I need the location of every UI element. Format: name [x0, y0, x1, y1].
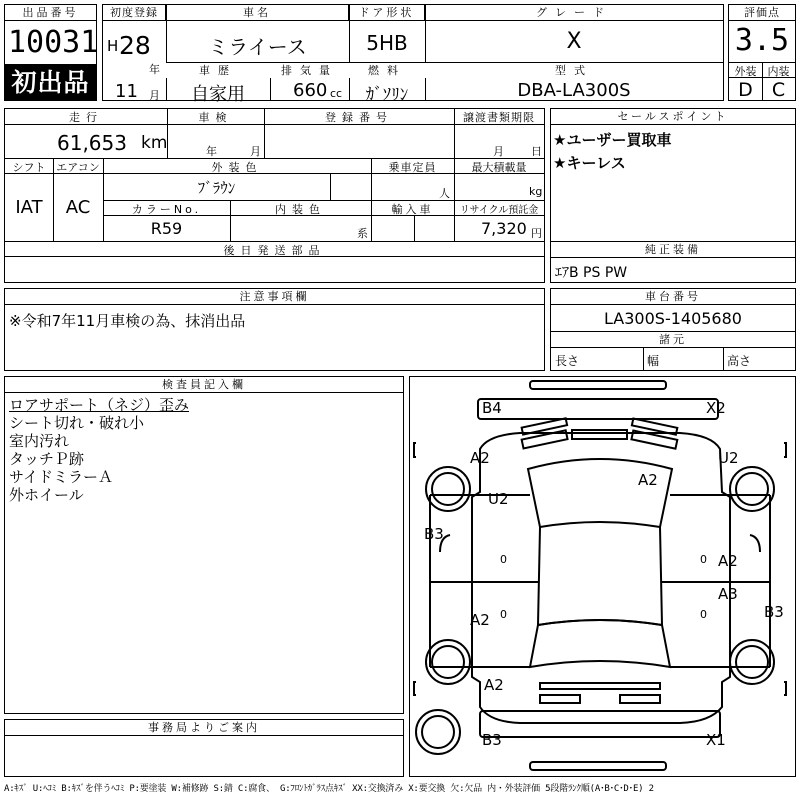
- details-table: [4, 108, 545, 283]
- era: H: [107, 37, 119, 55]
- car-name: ミライース: [208, 35, 307, 59]
- recycle-fee: 7,320: [481, 219, 527, 238]
- ac-label: エアコン: [56, 161, 100, 174]
- grade: X: [566, 29, 582, 54]
- recycle-unit: 円: [531, 227, 542, 240]
- mark-a2-rear-left: A2: [484, 676, 504, 694]
- mark-a2-right-door: A2: [718, 552, 738, 570]
- capacity-unit: 人: [439, 187, 450, 200]
- reg-year: 28: [119, 31, 151, 60]
- reg-label: 初度登録: [103, 5, 166, 21]
- sales-points-label: セールスポイント: [551, 109, 795, 125]
- exterior-grade: D: [738, 79, 753, 101]
- recycle-label: リサイクル預託金: [459, 205, 539, 216]
- mark-a3-right: A3: [718, 585, 738, 603]
- transfer-month-unit: 月: [493, 145, 504, 158]
- interior-color-unit: 系: [357, 227, 368, 240]
- inspector-item-5: サイドミラーＡ: [9, 468, 113, 486]
- height-label: 高さ: [727, 354, 752, 368]
- body-color: ﾌﾞﾗｳﾝ: [197, 179, 236, 197]
- equipment-value: ｴｱB PS PW: [555, 265, 628, 281]
- model-code: DBA-LA300S: [517, 80, 631, 101]
- mark-a2-left-door: A2: [470, 611, 490, 629]
- reg-month: 11: [115, 81, 138, 102]
- sales-point-1: ★ユーザー買取車: [553, 131, 672, 149]
- equipment-label: 純正装備: [551, 242, 795, 258]
- year-unit: 年: [149, 63, 160, 76]
- color-label: 外装色: [211, 161, 263, 174]
- mark-x1: X1: [706, 731, 726, 749]
- office-box: [4, 719, 404, 777]
- length-label: 長さ: [555, 354, 580, 368]
- mileage-label: 走行: [69, 111, 103, 124]
- svg-text:0: 0: [700, 553, 707, 566]
- legend-text: A:ｷｽﾞ U:ﾍｺﾐ B:ｷｽﾞを伴うﾍｺﾐ P:要塗装 W:補修跡 S:錆 C:腐食、 G:ﾌﾛﾝﾄｶﾞﾗｽ点ｷｽﾞ XX:交換済み X:要交換 欠:欠品 内・外装評価 5段階ﾗﾝｸ順(A･B･C･D･E) 2: [4, 784, 654, 794]
- notes-box: [4, 288, 545, 371]
- displacement: 660: [293, 80, 328, 101]
- shift-label: シフト: [12, 161, 46, 174]
- displacement-label: 排気量: [270, 63, 349, 78]
- dims-label: 諸元: [551, 332, 795, 348]
- transfer-label: 譲渡書類期限: [463, 111, 535, 124]
- mark-u2-front-right: U2: [718, 449, 739, 467]
- later-parts-label: 後日発送部品: [223, 244, 326, 257]
- car-diagram: [409, 376, 796, 777]
- mark-a2-front-left: A2: [470, 449, 490, 467]
- mark-b3-rear: B3: [482, 731, 502, 749]
- mark-x2: X2: [706, 399, 726, 417]
- import-label: 輸入車: [391, 203, 434, 216]
- month-unit: 月: [149, 89, 160, 102]
- color-no-label: カラーNo.: [131, 203, 202, 216]
- model-label: 型式: [425, 63, 723, 78]
- exterior-label: 外装: [734, 65, 757, 78]
- load-unit: kg: [529, 185, 543, 198]
- sales-point-2: ★キーレス: [553, 154, 626, 172]
- inspector-box: [4, 376, 404, 714]
- first-listing-text: 初出品: [11, 68, 90, 97]
- score-label: 評価点: [729, 5, 795, 21]
- car-name-label: 車名: [166, 5, 349, 21]
- chassis-number: LA300S-1405680: [604, 309, 742, 328]
- mark-a2-hood: A2: [638, 471, 658, 489]
- interior-grade: C: [771, 79, 786, 101]
- svg-text:0: 0: [500, 553, 507, 566]
- chassis-box: [550, 288, 796, 371]
- inspection-year-unit: 年: [206, 145, 217, 158]
- capacity-label: 乗車定員: [388, 161, 437, 174]
- fuel: ｶﾞｿﾘﾝ: [365, 85, 409, 105]
- load-label: 最大積載量: [471, 161, 527, 174]
- notes-text: ※令和7年11月車検の為、抹消出品: [9, 312, 246, 330]
- interior-label: 内装: [767, 65, 790, 78]
- sales-points-box: [550, 108, 796, 283]
- spec-header: [102, 4, 724, 105]
- mark-b3-left: B3: [424, 525, 444, 543]
- door-type: 5HB: [366, 31, 408, 55]
- inspector-label: 検査員記入欄: [5, 377, 403, 393]
- first-listing-badge: [4, 64, 97, 101]
- svg-text:0: 0: [500, 608, 507, 621]
- inspection-label: 車検: [198, 111, 233, 124]
- grade-label: グレード: [425, 5, 723, 21]
- ac-value: AC: [65, 197, 91, 218]
- displacement-unit: cc: [330, 87, 343, 100]
- score: 3.5: [734, 23, 790, 58]
- mark-u2-left: U2: [488, 490, 509, 508]
- inspector-item-6: 外ホイール: [9, 486, 84, 504]
- svg-text:0: 0: [700, 608, 707, 621]
- inspector-item-4: タッチＰ跡: [9, 450, 85, 468]
- inspector-item-3: 室内汚れ: [9, 432, 70, 450]
- history: 自家用: [191, 84, 245, 105]
- mark-b3-right: B3: [764, 603, 784, 621]
- fuel-label: 燃料: [349, 63, 425, 78]
- notes-label: 注意事項欄: [5, 289, 544, 305]
- score-box: [728, 4, 796, 101]
- width-label: 幅: [647, 354, 660, 368]
- interior-color-label: 内装色: [275, 203, 326, 216]
- shift-value: IAT: [15, 197, 43, 218]
- color-number: R59: [150, 219, 183, 238]
- mileage: 61,653: [57, 131, 127, 155]
- chassis-label: 車台番号: [551, 289, 795, 305]
- mark-b4: B4: [482, 399, 502, 417]
- plate-label: 登録番号: [325, 111, 393, 124]
- inspector-item-1: ロアサポート（ネジ）歪み: [9, 396, 190, 414]
- inspection-month-unit: 月: [250, 145, 261, 158]
- inspector-item-2: シート切れ・破れ小: [9, 414, 145, 432]
- lot-number: 10031: [8, 25, 99, 60]
- door-label: ドア形状: [349, 5, 425, 21]
- lot-label: 出品番号: [5, 5, 96, 21]
- mileage-unit: km: [141, 133, 168, 153]
- office-label: 事務局よりご案内: [5, 720, 403, 736]
- car-outline-svg: [410, 377, 795, 776]
- transfer-day-unit: 日: [531, 145, 542, 158]
- history-label: 車歴: [166, 63, 270, 78]
